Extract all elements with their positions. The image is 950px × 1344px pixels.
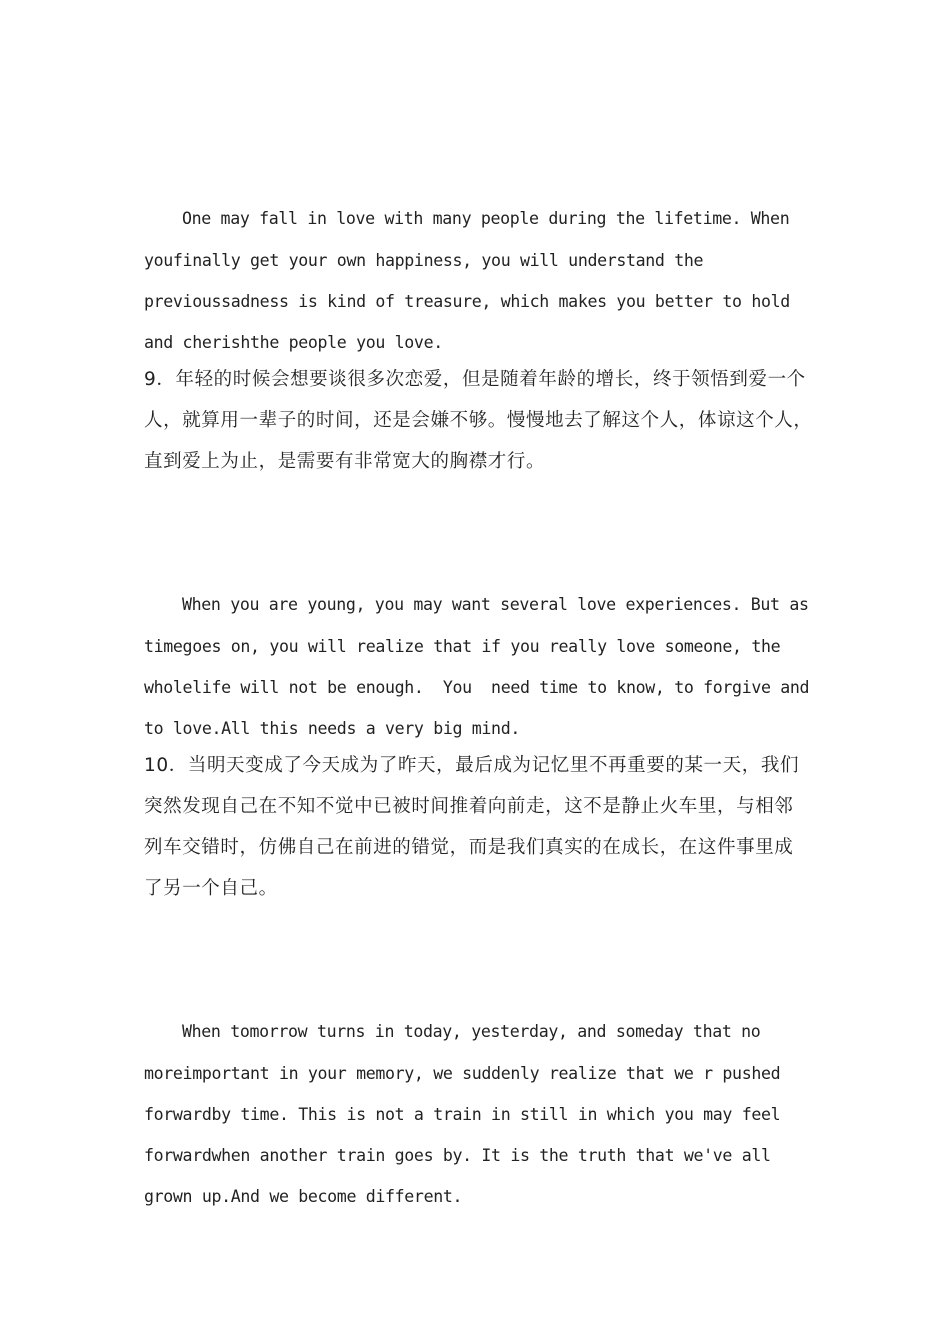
text-line: grown up.And we become different. bbox=[144, 1187, 463, 1207]
text-line: previoussadness is kind of treasure, which makes you better to hold bbox=[144, 291, 790, 311]
text-line: moreimportant in your memory, we suddenly realize that we r pushed bbox=[144, 1063, 781, 1083]
text-line: One may fall in love with many people during the lifetime. When bbox=[182, 209, 790, 229]
chinese-paragraph-10 bbox=[144, 745, 824, 909]
text-line: When tomorrow turns in today, yesterday, and someday that no bbox=[182, 1022, 761, 1042]
text-line: and cherishthe people you love. bbox=[144, 333, 443, 353]
text-line: wholelife will not be enough. You need time to know, to forgive and bbox=[144, 677, 810, 697]
text-line: to love.All this needs a very big mind. bbox=[144, 719, 520, 739]
text-line: 突然发现自己在不知不觉中已被时间推着向前走，这不是静止火车里，与相邻 bbox=[144, 796, 794, 817]
text-line: youfinally get your own happiness, you will understand the bbox=[144, 250, 704, 270]
text-line: 10．当明天变成了今天成为了昨天，最后成为记忆里不再重要的某一天，我们 bbox=[144, 755, 800, 776]
text-line: 人，就算用一辈子的时间，还是会嫌不够。慢慢地去了解这个人，体谅这个人， bbox=[144, 410, 813, 431]
english-paragraph-10 bbox=[144, 929, 824, 1300]
text-line: 9．年轻的时候会想要谈很多次恋爱，但是随着年龄的增长，终于领悟到爱一个 bbox=[144, 369, 806, 390]
text-line: 直到爱上为止，是需要有非常宽大的胸襟才行。 bbox=[144, 451, 546, 472]
text-line: forwardby time. This is not a train in still in which you may feel bbox=[144, 1104, 781, 1124]
text-line: 了另一个自己。 bbox=[144, 878, 278, 899]
chinese-paragraph-9 bbox=[144, 359, 824, 482]
text-line: forwardwhen another train goes by. It is the truth that we've all bbox=[144, 1146, 771, 1166]
text-line: timegoes on, you will realize that if you really love someone, the bbox=[144, 636, 781, 656]
text-line: When you are young, you may want several love experiences. But as bbox=[182, 595, 809, 615]
text-line: 列车交错时，仿佛自己在前进的错觉，而是我们真实的在成长，在这件事里成 bbox=[144, 837, 794, 858]
